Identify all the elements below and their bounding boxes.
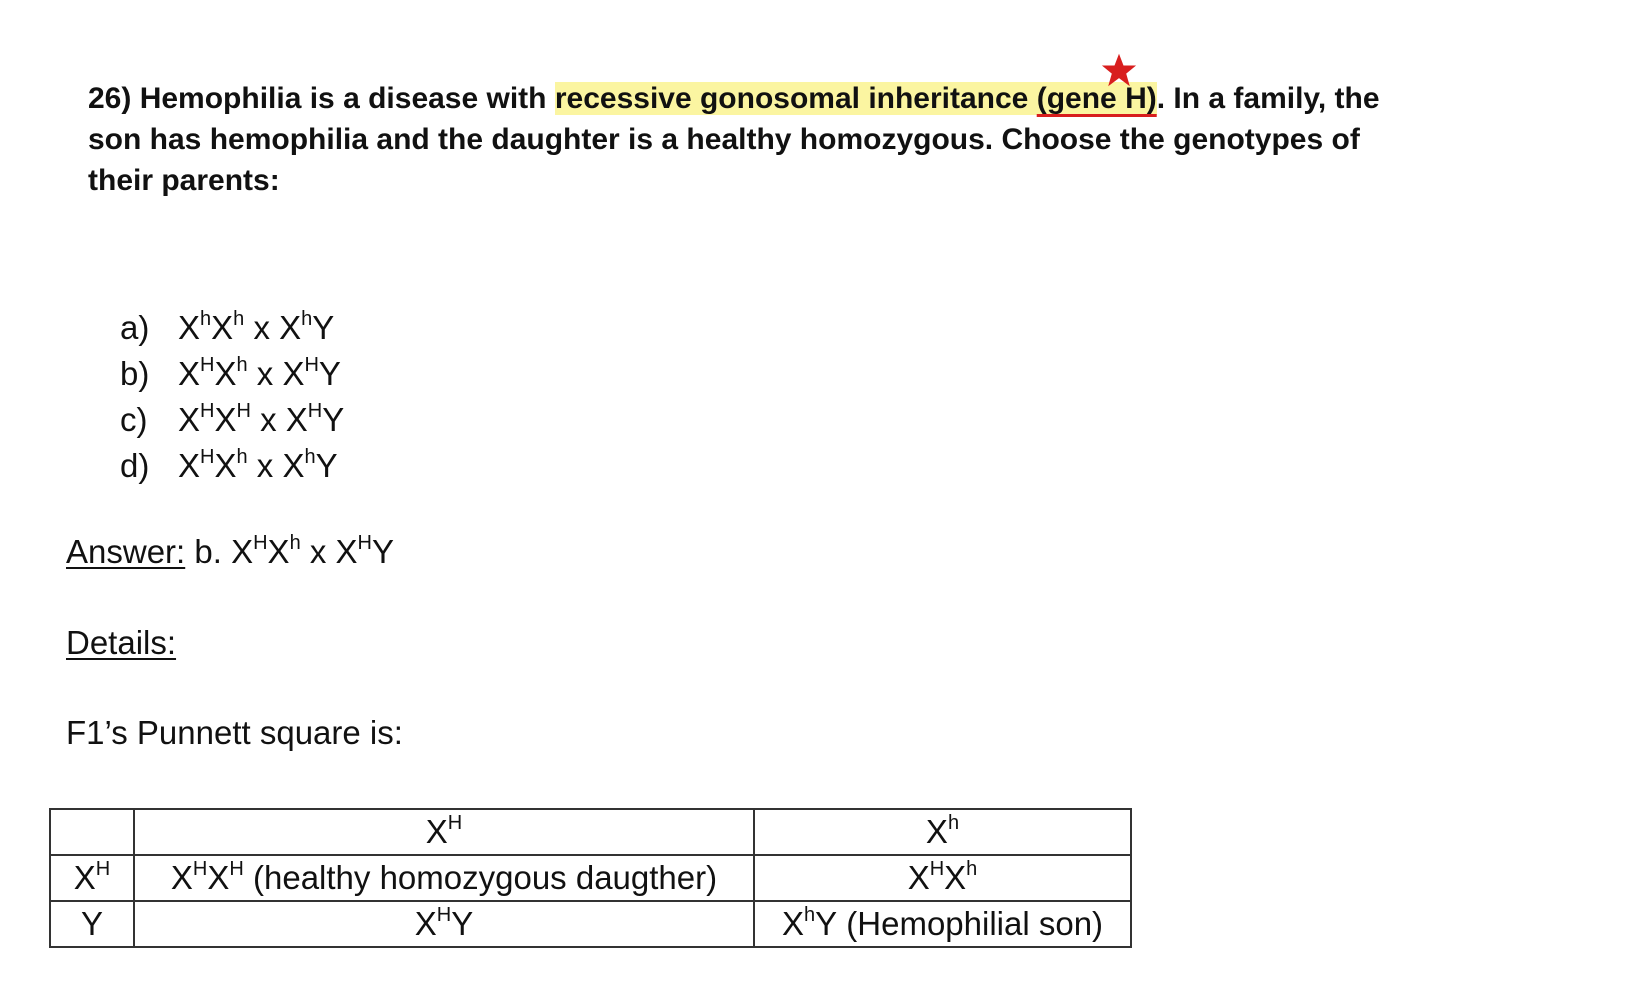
table-header-row [50,809,1131,855]
highlight-a: recessive gonosomal inheritance [554,82,1037,115]
punnett-caption: F1’s Punnett square is: [66,714,403,751]
punnett-square [49,808,1132,948]
header-cell-empty [50,809,134,855]
option-genotype: $X^HX^H$ x $X^HY$ [178,400,345,438]
table-cell: $X^HX^H$ (healthy homozygous daugther) [134,855,754,901]
table-cell: $X^HY$ [134,901,754,947]
row-head: $X^H$ [50,855,134,901]
option-letter: d) [120,447,150,484]
answer-prefix: b. X [185,533,254,570]
star-icon [1100,52,1138,88]
option-genotype: $X^HX^h$ x $X^hY$ [178,446,338,484]
table-cell: $X^hY$ (Hemophilial son) [754,901,1131,947]
option-genotype: $X^HX^h$ x $X^HY$ [178,354,341,392]
header-cell-xh: $X^h$ [754,809,1131,855]
option-letter: b) [120,355,150,392]
option-c [120,397,344,443]
row-head: Y [50,901,134,947]
question-text [88,78,1418,201]
details-heading: Details: [66,624,177,661]
table-row [50,855,1131,901]
table-cell: $X^HX^h$ [754,855,1131,901]
highlighted-phrase [555,82,1157,115]
option-letter: a) [120,309,150,346]
option-d [120,443,344,489]
answer-line: Answer: b. $X^HX^h$ x $X^HY$ [66,532,395,570]
question-part2: . In a family, the son has hemophilia and the daughter is a healthy homozygous. Choose the genotypes of their parents: [88,82,1380,197]
gene-annotation: (gene H) [1036,82,1157,115]
option-a [120,305,344,351]
header-cell-xH: $X^H$ [134,809,754,855]
option-genotype: $X^hX^h$ x $X^hY$ [178,308,335,346]
answer-label: Answer: [66,533,186,570]
option-b [120,351,344,397]
options-list [120,305,344,489]
table-row [50,901,1131,947]
question-part1: 26) Hemophilia is a disease with [88,82,555,115]
option-letter: c) [120,401,148,438]
